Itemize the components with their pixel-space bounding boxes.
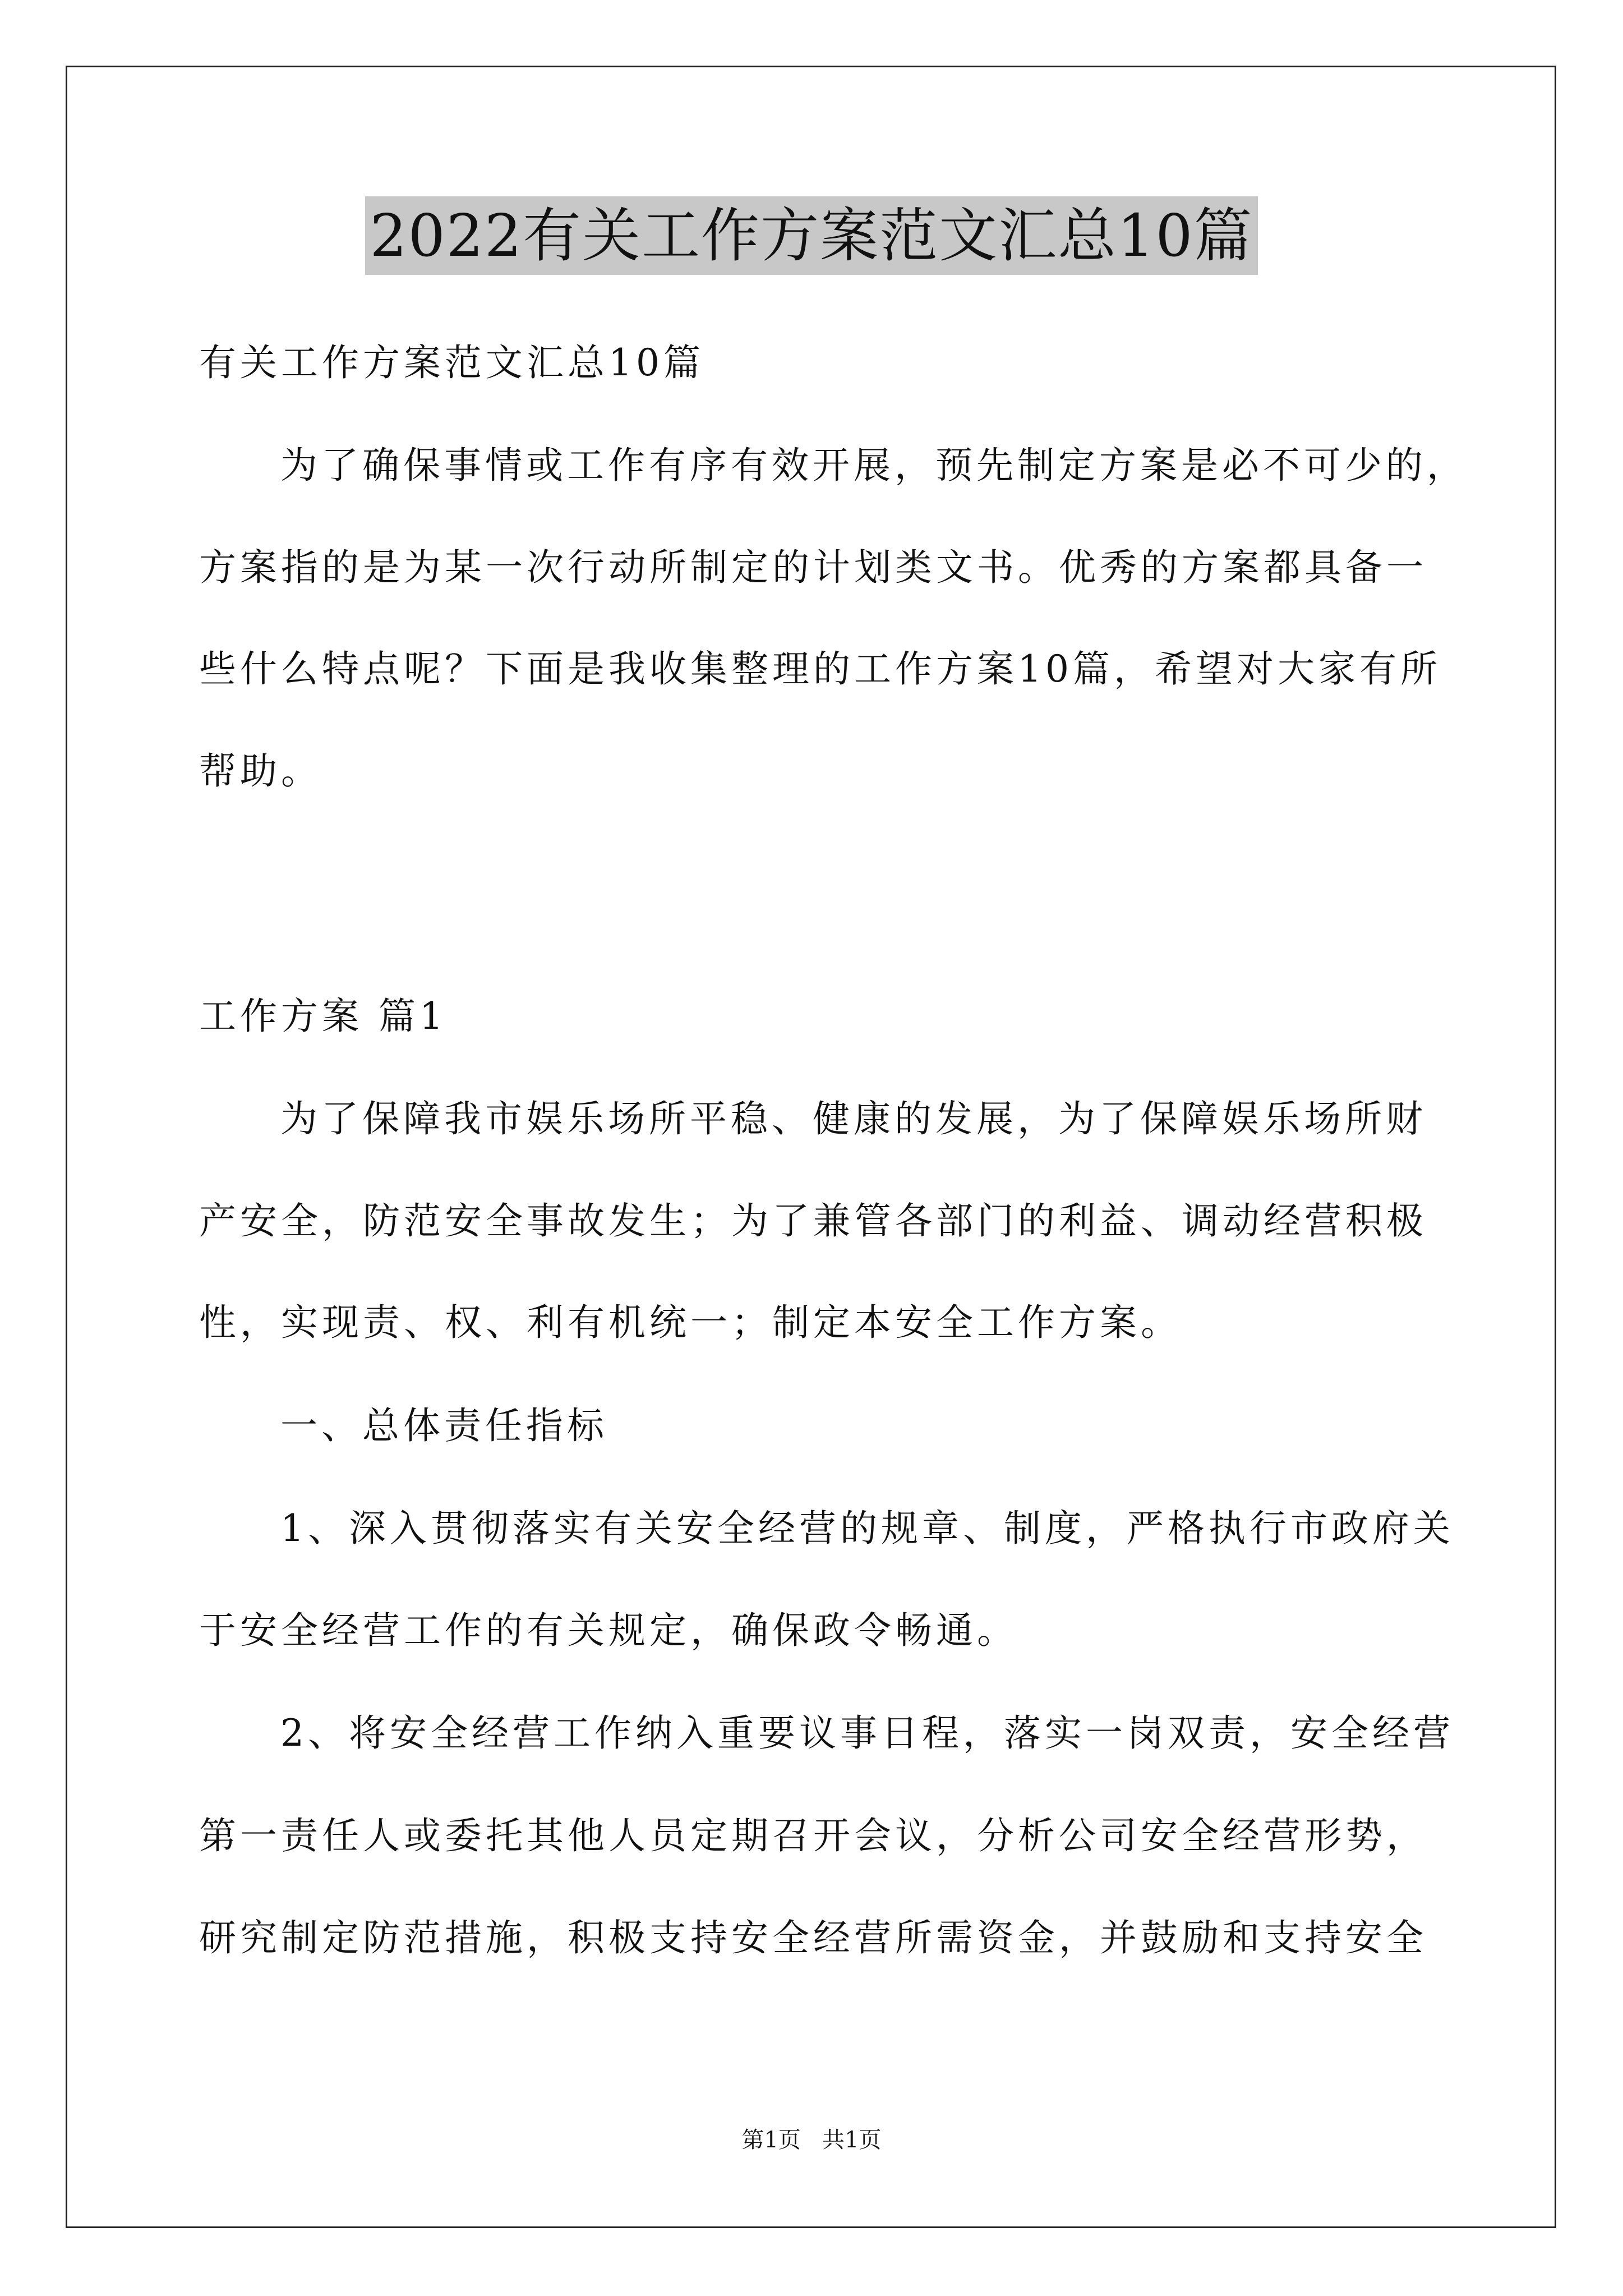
paragraph-line: 于安全经营工作的有关规定，确保政令畅通。 bbox=[199, 1609, 1018, 1652]
paragraph-line: 产安全，防范安全事故发生；为了兼管各部门的利益、调动经营积极 bbox=[199, 1199, 1427, 1243]
document-subtitle: 有关工作方案范文汇总10篇 bbox=[199, 341, 704, 384]
paragraph-line: 2、将安全经营工作纳入重要议事日程，落实一岗双责，安全经营 bbox=[280, 1711, 1454, 1755]
document-title: 2022有关工作方案范文汇总10篇 bbox=[365, 196, 1257, 275]
paragraph-line: 些什么特点呢？下面是我收集整理的工作方案10篇，希望对大家有所 bbox=[199, 647, 1441, 691]
page-footer: 第1页 共1页 bbox=[741, 2127, 882, 2153]
paragraph-line: 帮助。 bbox=[199, 749, 322, 793]
page-border bbox=[66, 66, 1556, 2228]
paragraph-line: 研究制定防范措施，积极支持安全经营所需资金，并鼓励和支持安全 bbox=[199, 1916, 1427, 1959]
paragraph-line: 性，实现责、权、利有机统一；制定本安全工作方案。 bbox=[199, 1301, 1182, 1344]
paragraph-line: 为了保障我市娱乐场所平稳、健康的发展，为了保障娱乐场所财 bbox=[280, 1097, 1427, 1140]
title-container bbox=[0, 196, 1623, 275]
paragraph-line: 为了确保事情或工作有序有效开展，预先制定方案是必不可少的， bbox=[280, 444, 1468, 487]
section-heading: 工作方案 篇1 bbox=[199, 995, 447, 1038]
subsection-heading: 一、总体责任指标 bbox=[280, 1404, 608, 1447]
paragraph-line: 1、深入贯彻落实有关安全经营的规章、制度，严格执行市政府关 bbox=[280, 1507, 1454, 1550]
paragraph-line: 第一责任人或委托其他人员定期召开会议，分析公司安全经营形势， bbox=[199, 1814, 1427, 1857]
paragraph-line: 方案指的是为某一次行动所制定的计划类文书。优秀的方案都具备一 bbox=[199, 546, 1427, 589]
